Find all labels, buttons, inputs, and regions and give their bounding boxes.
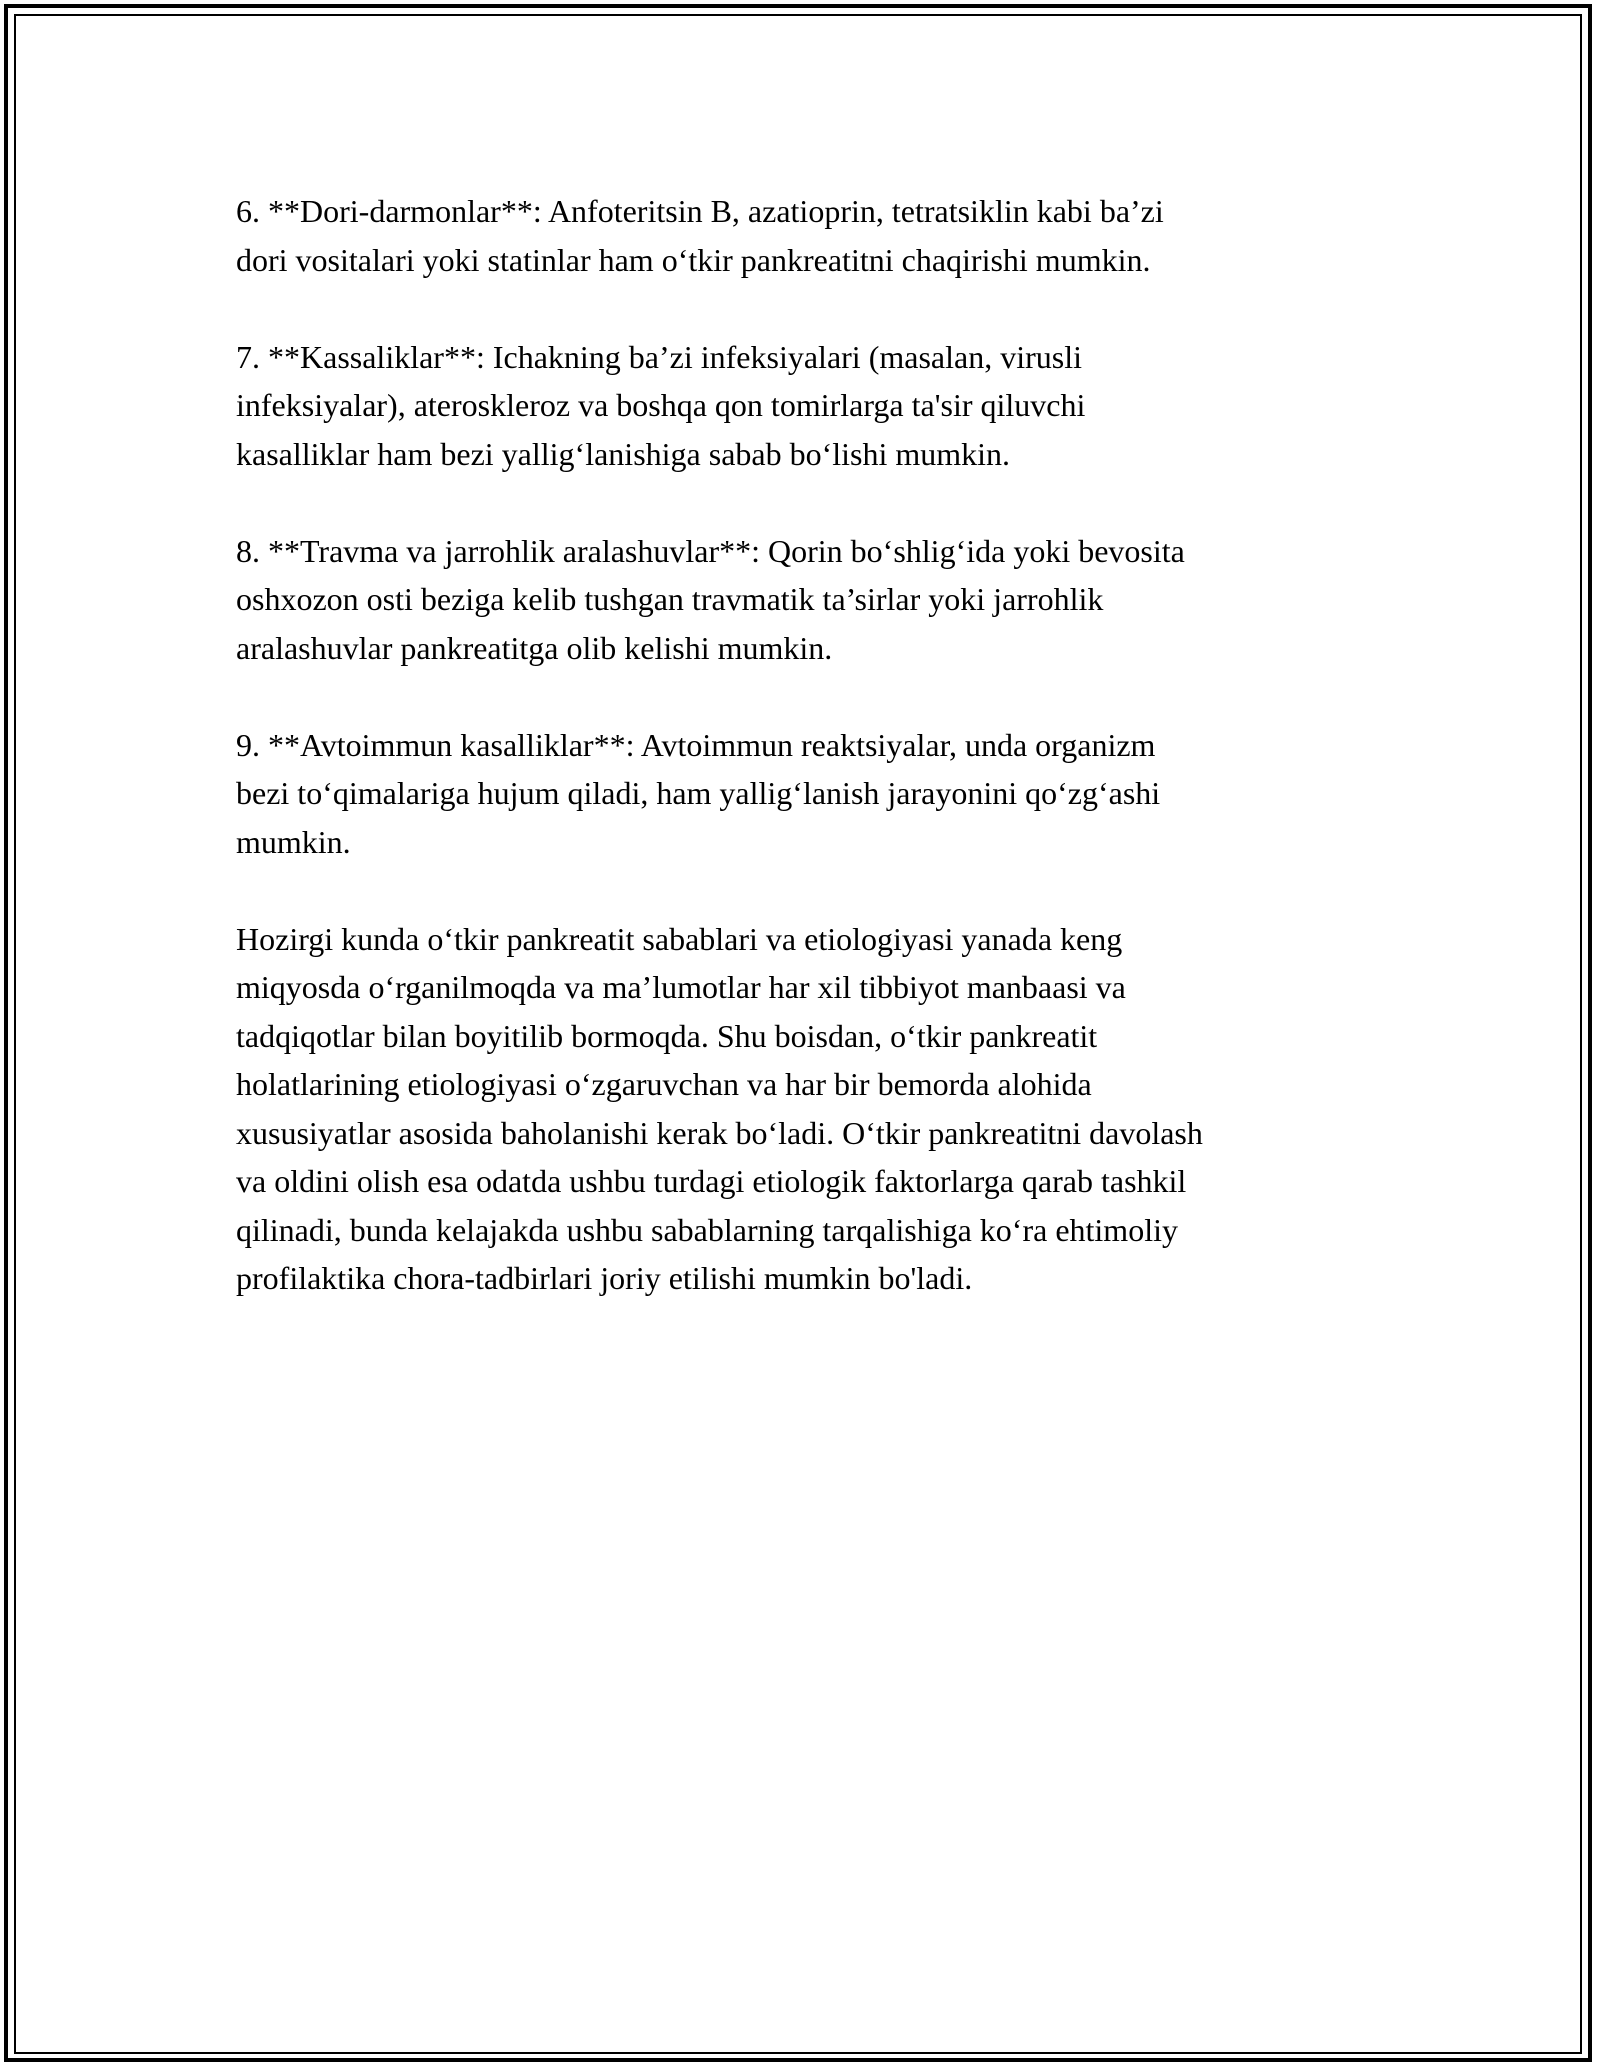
- paragraph-autoimmune: 9. **Avtoimmun kasalliklar**: Avtoimmun reaktsiyalar, unda organizm bezi to‘qimalariga hujum qiladi, ham yallig‘lanish jarayonini qo‘zg‘ashi mumkin.: [236, 726, 1161, 860]
- document-body: [236, 187, 1376, 1351]
- paragraph-medications: 6. **Dori-darmonlar**: Anfoteritsin B, azatioprin, tetratsiklin kabi ba’zi dori vositalari yoki statinlar ham o‘tkir pankreatitni chaqirishi mumkin.: [236, 193, 1164, 278]
- paragraph-conclusion: Hozirgi kunda o‘tkir pankreatit sabablari va etiologiyasi yanada keng miqyosda o‘rganilmoqda va ma’lumotlar har xil tibbiyot manbaasi va tadqiqotlar bilan boyitilib bormoqda. Shu boisdan, o‘tkir pankreatit holatlarining etiologiyasi o‘zgaruvchan va har bir bemorda alohida xususiyatlar asosida baholanishi kerak bo‘ladi. O‘tkir pankreatitni davolash va oldini olish esa odatda ushbu turdagi etiologik faktorlarga qarab tashkil qilinadi, bunda kelajakda ushbu sabablarning tarqalishiga ko‘ra ehtimoliy profilaktika chora-tadbirlari joriy etilishi mumkin bo'ladi.: [236, 920, 1203, 1296]
- paragraph-diseases: 7. **Kassaliklar**: Ichakning ba’zi infeksiyalari (masalan, virusli infeksiyalar), ateroskleroz va boshqa qon tomirlarga ta'sir qiluvchi kasalliklar ham bezi yallig‘lanishiga sabab bo‘lishi mumkin.: [236, 338, 1086, 472]
- paragraph-trauma-surgery: 8. **Travma va jarrohlik aralashuvlar**: Qorin bo‘shlig‘ida yoki bevosita oshxozon osti beziga kelib tushgan travmatik ta’sirlar yoki jarrohlik aralashuvlar pankreatitga olib kelishi mumkin.: [236, 532, 1185, 666]
